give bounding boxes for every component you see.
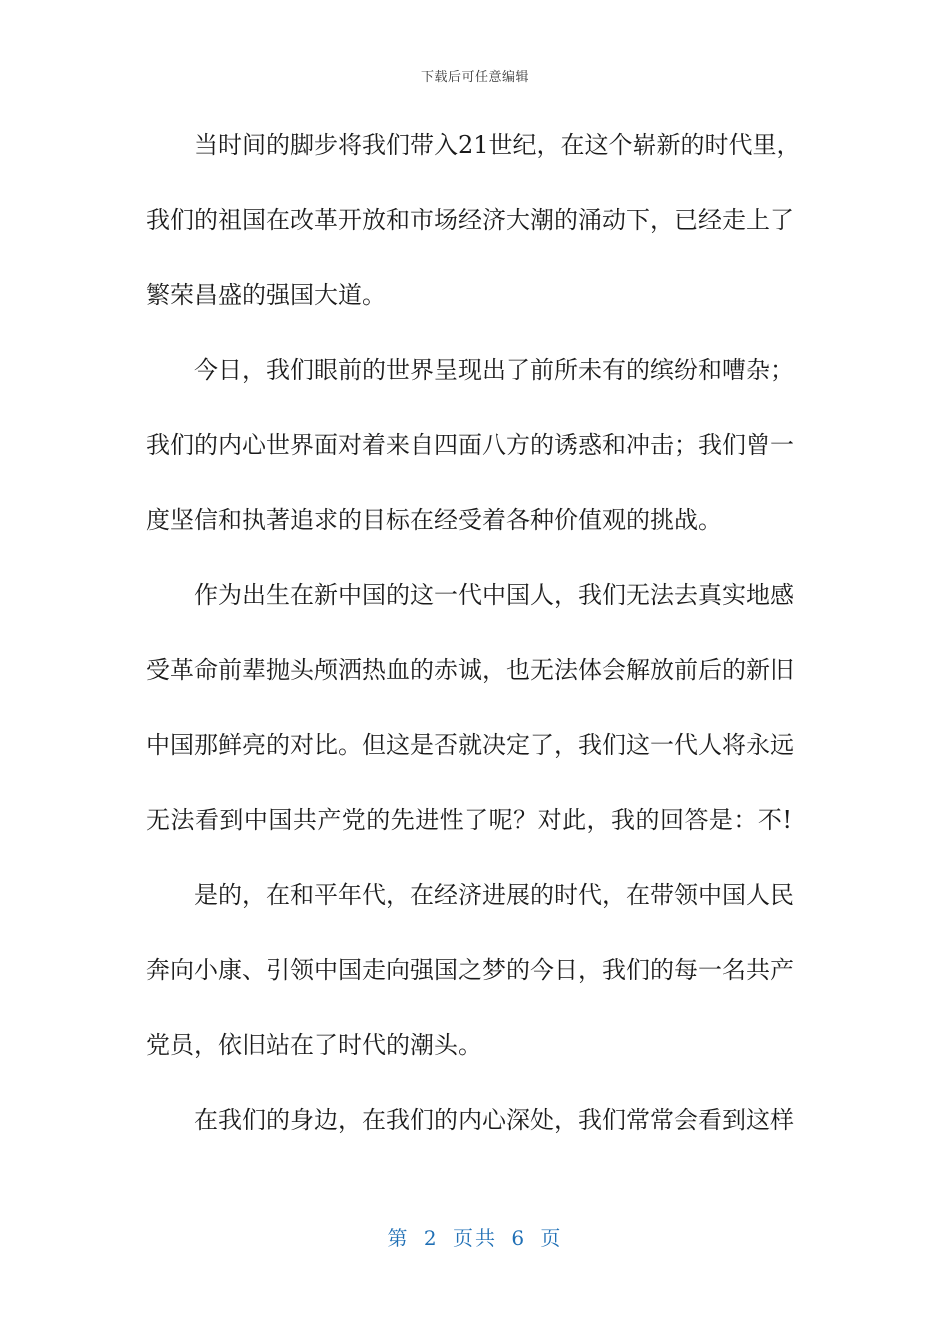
paragraph-3-line-4: 无法看到中国共产党的先进性了呢？对此，我的回答是：不!: [146, 806, 792, 834]
paragraph-2-line-2: 我们的内心世界面对着来自四面八方的诱惑和冲击；我们曾一: [146, 431, 794, 459]
paragraph-3-line-2: 受革命前辈抛头颅洒热血的赤诚，也无法体会解放前后的新旧: [146, 656, 794, 684]
paragraph-3-line-1: 作为出生在新中国的这一代中国人，我们无法去真实地感: [194, 581, 794, 609]
paragraph-4-line-2: 奔向小康、引领中国走向强国之梦的今日，我们的每一名共产: [146, 956, 794, 984]
paragraph-3-line-3: 中国那鲜亮的对比。但这是否就决定了，我们这一代人将永远: [146, 731, 794, 759]
paragraph-2-line-1: 今日，我们眼前的世界呈现出了前所未有的缤纷和嘈杂；: [194, 356, 794, 384]
paragraph-1-line-1: 当时间的脚步将我们带入21世纪，在这个崭新的时代里，: [194, 131, 801, 159]
paragraph-4-line-1: 是的，在和平年代，在经济进展的时代，在带领中国人民: [194, 881, 794, 909]
page-header: 下载后可任意编辑: [420, 70, 529, 85]
paragraph-1-line-2: 我们的祖国在改革开放和市场经济大潮的涌动下，已经走上了: [146, 206, 794, 234]
paragraph-4-line-3: 党员，依旧站在了时代的潮头。: [146, 1031, 482, 1059]
paragraph-2-line-3: 度坚信和执著追求的目标在经受着各种价值观的挑战。: [146, 506, 722, 534]
paragraph-5-line-1: 在我们的身边，在我们的内心深处，我们常常会看到这样: [194, 1106, 794, 1134]
paragraph-1-line-3: 繁荣昌盛的强国大道。: [146, 281, 386, 309]
page-number-footer: 第 2 页共 6 页: [387, 1226, 563, 1250]
